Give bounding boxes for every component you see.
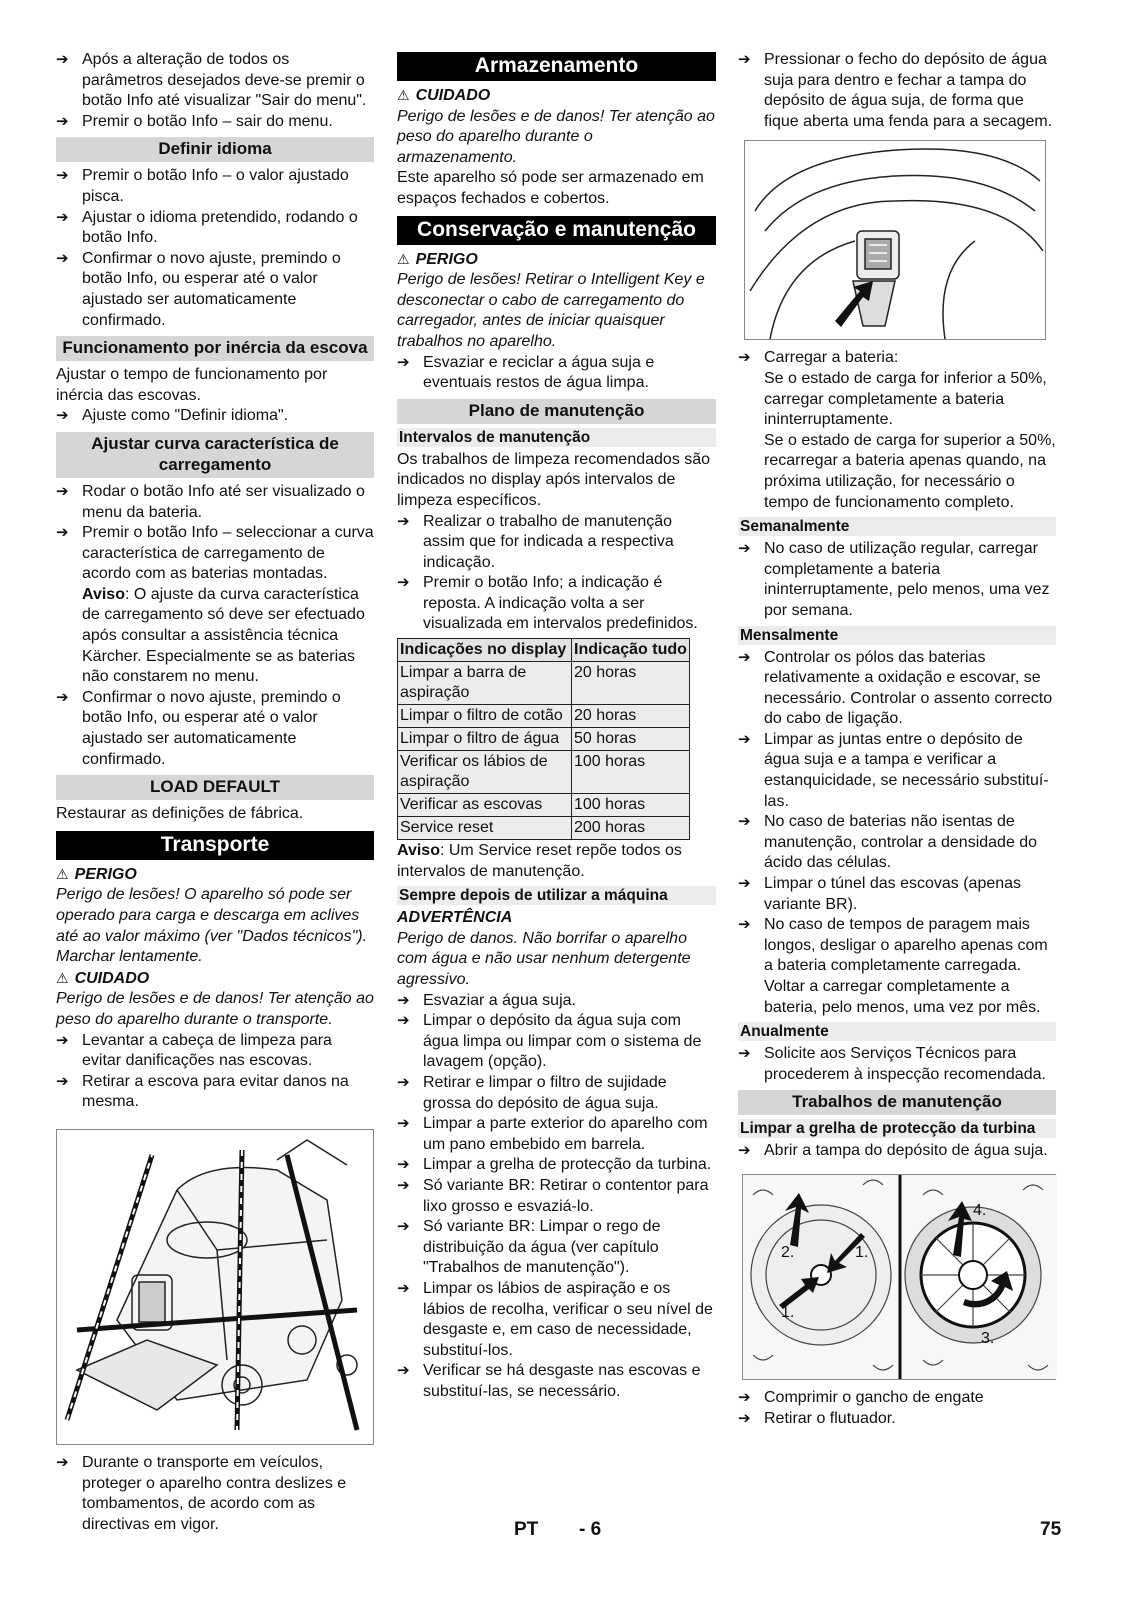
list-item: ➔ Retirar e limpar o filtro de sujidade grossa do depósito de água suja. xyxy=(397,1073,716,1114)
list-item: ➔ Só variante BR: Limpar o rego de distribuição da água (ver capítulo "Trabalhos de manutenção"). xyxy=(397,1217,716,1279)
column-1 xyxy=(56,50,374,1535)
arrow-right-icon: ➔ xyxy=(397,1279,410,1297)
aviso-label: Aviso xyxy=(82,585,125,603)
arrow-right-icon: ➔ xyxy=(397,1074,410,1091)
list-item: ➔ Realizar o trabalho de manutenção assim que for indicada a respectiva indicação. xyxy=(397,512,716,574)
list-item: ➔ Controlar os pólos das baterias relativamente a oxidação e escovar, se necessário. Controlar o assento correcto do cabo de ligação. xyxy=(738,648,1056,730)
list-item: ➔ Levantar a cabeça de limpeza para evitar danificações nas escovas. xyxy=(56,1031,374,1072)
list-item: ➔ Confirmar o novo ajuste, premindo o botão Info, ou esperar até o valor ajustado ser automaticamente confirmado. xyxy=(56,688,374,770)
arrow-right-icon: ➔ xyxy=(397,353,410,371)
list-item: ➔ Abrir a tampa do depósito de água suja. xyxy=(738,1141,1056,1162)
cuidado-text: Perigo de lesões e de danos! Ter atenção ao peso do aparelho durante o armazenamento. xyxy=(397,107,715,166)
list-item: ➔ Ajustar o idioma pretendido, rodando o botão Info. xyxy=(56,208,374,249)
heading-transporte: Transporte xyxy=(56,831,374,860)
footer-language: PT xyxy=(514,1519,539,1540)
maintenance-table xyxy=(397,638,690,840)
figure-turbine-grille xyxy=(742,1174,1056,1380)
list-item: ➔ Pressionar o fecho do depósito de água suja para dentro e fechar a tampa do depósito de água suja, de forma que fique aberta uma fenda para a secagem. xyxy=(738,50,1056,132)
column-2 xyxy=(397,50,716,1403)
paragraph: Os trabalhos de limpeza recomendados são indicados no display após intervalos de limpeza específicos. xyxy=(397,450,711,509)
arrow-right-icon: ➔ xyxy=(397,1115,410,1133)
list-item: ➔ Premir o botão Info – seleccionar a curva característica de carregamento de acordo com as baterias montadas. Aviso: O ajuste da curva característica de carregamento só deve ser efectuado após consultar a assistência técnica Kärcher. Especialmente se as baterias não constarem no menu. xyxy=(56,523,374,688)
table-row: Limpar a barra de aspiração 20 horas xyxy=(398,662,690,705)
arrow-right-icon: ➔ xyxy=(56,249,69,267)
figure-label: 2. xyxy=(781,1243,795,1261)
list-item: ➔ Retirar o flutuador. xyxy=(738,1409,1056,1430)
list-item: ➔ Limpar a parte exterior do aparelho com um pano embebido em barrela. xyxy=(397,1114,716,1155)
figure-transport-machine xyxy=(56,1129,374,1445)
arrow-right-icon: ➔ xyxy=(738,1142,751,1160)
heading-inercia: Funcionamento por inércia da escova xyxy=(56,336,374,361)
list-item: ➔ No caso de utilização regular, carregar completamente a bateria ininterruptamente, pelo menos, uma vez por semana. xyxy=(738,539,1056,621)
subheading-intervalos: Intervalos de manutenção xyxy=(397,428,716,447)
list-item: ➔ Limpar os lábios de aspiração e os lábios de recolha, verificar o seu nível de desgaste e, em caso de necessidade, substituí-los. xyxy=(397,1279,716,1361)
list-item: ➔ Verificar se há desgaste nas escovas e substituí-las, se necessário. xyxy=(397,1361,716,1402)
tank-latch-illustration xyxy=(745,141,1045,339)
arrow-right-icon: ➔ xyxy=(397,1156,410,1174)
list-item: ➔ Premir o botão Info – sair do menu. xyxy=(56,112,374,133)
heading-trabalhos: Trabalhos de manutenção xyxy=(738,1090,1056,1115)
perigo-label: ⚠ PERIGO xyxy=(397,250,478,268)
figure-label: 3. xyxy=(981,1329,995,1347)
list-item: ➔ Comprimir o gancho de engate xyxy=(738,1388,1056,1409)
warning-triangle-icon: ⚠ xyxy=(56,969,69,986)
list-item: ➔ Ajuste como "Definir idioma". xyxy=(56,406,374,427)
list-item: ➔ Confirmar o novo ajuste, premindo o botão Info, ou esperar até o valor ajustado ser automaticamente confirmado. xyxy=(56,249,374,331)
table-row: Verificar os lábios de aspiração 100 horas xyxy=(398,751,690,794)
arrow-right-icon: ➔ xyxy=(56,208,69,226)
list-item: ➔ No caso de tempos de paragem mais longos, desligar o aparelho apenas com a bateria completamente carregada. Voltar a carregar completamente a bateria, pelo menos, uma vez por mês. xyxy=(738,915,1056,1018)
list-item: ➔ Solicite aos Serviços Técnicos para procederem à inspecção recomendada. xyxy=(738,1044,1056,1085)
arrow-right-icon: ➔ xyxy=(56,524,69,542)
arrow-right-icon: ➔ xyxy=(56,1453,69,1471)
cuidado-text: Perigo de lesões e de danos! Ter atenção ao peso do aparelho durante o transporte. xyxy=(56,990,374,1028)
footer-page-number: 75 xyxy=(1040,1519,1062,1540)
paragraph: Ajustar o tempo de funcionamento por inércia das escovas. xyxy=(56,366,328,404)
list-item: ➔ Limpar a grelha de protecção da turbina. xyxy=(397,1155,716,1176)
arrow-right-icon: ➔ xyxy=(738,875,751,893)
warning-triangle-icon: ⚠ xyxy=(56,865,69,882)
subheading-mensalmente: Mensalmente xyxy=(738,626,1056,645)
table-row: Verificar as escovas 100 horas xyxy=(398,794,690,817)
paragraph: Este aparelho só pode ser armazenado em espaços fechados e cobertos. xyxy=(397,169,704,207)
table-header: Indicações no display xyxy=(398,639,572,662)
subheading-sempre: Sempre depois de utilizar a máquina xyxy=(397,886,716,905)
heading-load-default: LOAD DEFAULT xyxy=(56,775,374,800)
arrow-right-icon: ➔ xyxy=(738,1388,751,1406)
table-header-row xyxy=(398,639,690,662)
arrow-right-icon: ➔ xyxy=(397,991,410,1009)
perigo-text: Perigo de lesões! Retirar o Intelligent Key e desconectar o cabo de carregamento do carregador, antes de iniciar quaisquer trabalhos no aparelho. xyxy=(397,271,705,350)
arrow-right-icon: ➔ xyxy=(56,1031,69,1049)
arrow-right-icon: ➔ xyxy=(738,648,751,666)
list-item: ➔ Após a alteração de todos os parâmetros desejados deve-se premir o botão Info até visualizar "Sair do menu". xyxy=(56,50,374,112)
list-item: ➔ Limpar o túnel das escovas (apenas variante BR). xyxy=(738,874,1056,915)
arrow-right-icon: ➔ xyxy=(397,574,410,592)
perigo-label: ⚠ PERIGO xyxy=(56,865,137,883)
paragraph: Restaurar as definições de fábrica. xyxy=(56,805,304,823)
arrow-right-icon: ➔ xyxy=(397,1176,410,1194)
machine-strapped-illustration xyxy=(57,1130,373,1444)
arrow-right-icon: ➔ xyxy=(56,167,69,185)
arrow-right-icon: ➔ xyxy=(738,730,751,748)
table-row: Service reset 200 horas xyxy=(398,817,690,840)
list-item: ➔ Carregar a bateria: Se o estado de carga for inferior a 50%, carregar completamente a bateria ininterruptamente. Se o estado de carga for superior a 50%, recarregar a bateria apenas quando, na próxima utilização, for necessário o tempo de funcionamento completo. xyxy=(738,348,1056,513)
arrow-right-icon: ➔ xyxy=(56,407,69,425)
footer-local-page: - 6 xyxy=(579,1519,602,1540)
list-item: ➔ Limpar o depósito da água suja com água limpa ou limpar com o sistema de lavagem (opção). xyxy=(397,1011,716,1073)
arrow-right-icon: ➔ xyxy=(738,51,751,68)
warning-triangle-icon: ⚠ xyxy=(397,87,410,103)
arrow-right-icon: ➔ xyxy=(397,1362,410,1380)
figure-label: 1. xyxy=(855,1243,869,1261)
list-item: ➔ Esvaziar e reciclar a água suja e eventuais restos de água limpa. xyxy=(397,353,716,394)
table-row: Limpar o filtro de cotão 20 horas xyxy=(398,705,690,728)
arrow-right-icon: ➔ xyxy=(56,112,69,130)
heading-curva: Ajustar curva característica de carregamento xyxy=(56,432,374,478)
cuidado-label: ⚠ CUIDADO xyxy=(397,87,491,104)
arrow-right-icon: ➔ xyxy=(738,349,751,367)
heading-definir-idioma: Definir idioma xyxy=(56,137,374,162)
figure-label: 4. xyxy=(973,1201,987,1219)
table-header: Indicação tudo xyxy=(572,639,690,662)
arrow-right-icon: ➔ xyxy=(738,813,751,831)
cuidado-label: ⚠ CUIDADO xyxy=(56,969,150,987)
advertencia-text: Perigo de danos. Não borrifar o aparelho com água e não usar nenhum detergente agressivo. xyxy=(397,929,691,989)
arrow-right-icon: ➔ xyxy=(738,540,751,558)
list-item: ➔ Rodar o botão Info até ser visualizado o menu da bateria. xyxy=(56,482,374,523)
advertencia-label: ADVERTÊNCIA xyxy=(397,909,513,927)
arrow-right-icon: ➔ xyxy=(738,916,751,934)
figure-label: 1. xyxy=(781,1303,795,1321)
turbine-grille-illustration xyxy=(743,1175,1057,1379)
list-item: ➔ Só variante BR: Retirar o contentor para lixo grosso e esvaziá-lo. xyxy=(397,1176,716,1217)
list-item: ➔ Durante o transporte em veículos, proteger o aparelho contra deslizes e tombamentos, de acordo com as directivas em vigor. xyxy=(56,1453,374,1535)
subheading-semanalmente: Semanalmente xyxy=(738,517,1056,536)
figure-tank-latch xyxy=(744,140,1046,340)
perigo-text: Perigo de lesões! O aparelho só pode ser operado para carga e descarga em aclives até ao valor máximo (ver "Dados técnicos"). Marchar lentamente. xyxy=(56,886,368,966)
heading-plano: Plano de manutenção xyxy=(397,399,716,424)
arrow-right-icon: ➔ xyxy=(397,1012,410,1030)
paragraph: Aviso: Um Service reset repõe todos os intervalos de manutenção. xyxy=(397,842,682,880)
arrow-right-icon: ➔ xyxy=(56,482,69,500)
warning-triangle-icon: ⚠ xyxy=(397,250,410,267)
arrow-right-icon: ➔ xyxy=(56,1072,69,1090)
list-item: ➔ Limpar as juntas entre o depósito de água suja e a tampa e verificar a estanquicidade, se necessário substituí-las. xyxy=(738,730,1056,812)
arrow-right-icon: ➔ xyxy=(738,1409,751,1427)
arrow-right-icon: ➔ xyxy=(397,512,410,530)
arrow-right-icon: ➔ xyxy=(56,688,69,706)
column-3 xyxy=(738,50,1056,1429)
subheading-anualmente: Anualmente xyxy=(738,1022,1056,1041)
heading-conservacao: Conservação e manutenção xyxy=(397,216,716,245)
list-item: ➔ No caso de baterias não isentas de manutenção, controlar a densidade do ácido das células. xyxy=(738,812,1056,874)
arrow-right-icon: ➔ xyxy=(738,1045,751,1063)
list-item: ➔ Retirar a escova para evitar danos na mesma. xyxy=(56,1072,374,1113)
list-item: ➔ Esvaziar a água suja. xyxy=(397,991,716,1012)
aviso-label: Aviso xyxy=(397,842,440,860)
list-item: ➔ Premir o botão Info – o valor ajustado pisca. xyxy=(56,166,374,207)
table-row: Limpar o filtro de água 50 horas xyxy=(398,728,690,751)
subheading-grelha: Limpar a grelha de protecção da turbina xyxy=(738,1119,1056,1138)
arrow-right-icon: ➔ xyxy=(56,51,69,68)
arrow-right-icon: ➔ xyxy=(397,1218,410,1236)
list-item: ➔ Premir o botão Info; a indicação é reposta. A indicação volta a ser visualizada em intervalos predefinidos. xyxy=(397,573,716,635)
heading-armazenamento: Armazenamento xyxy=(397,52,716,81)
